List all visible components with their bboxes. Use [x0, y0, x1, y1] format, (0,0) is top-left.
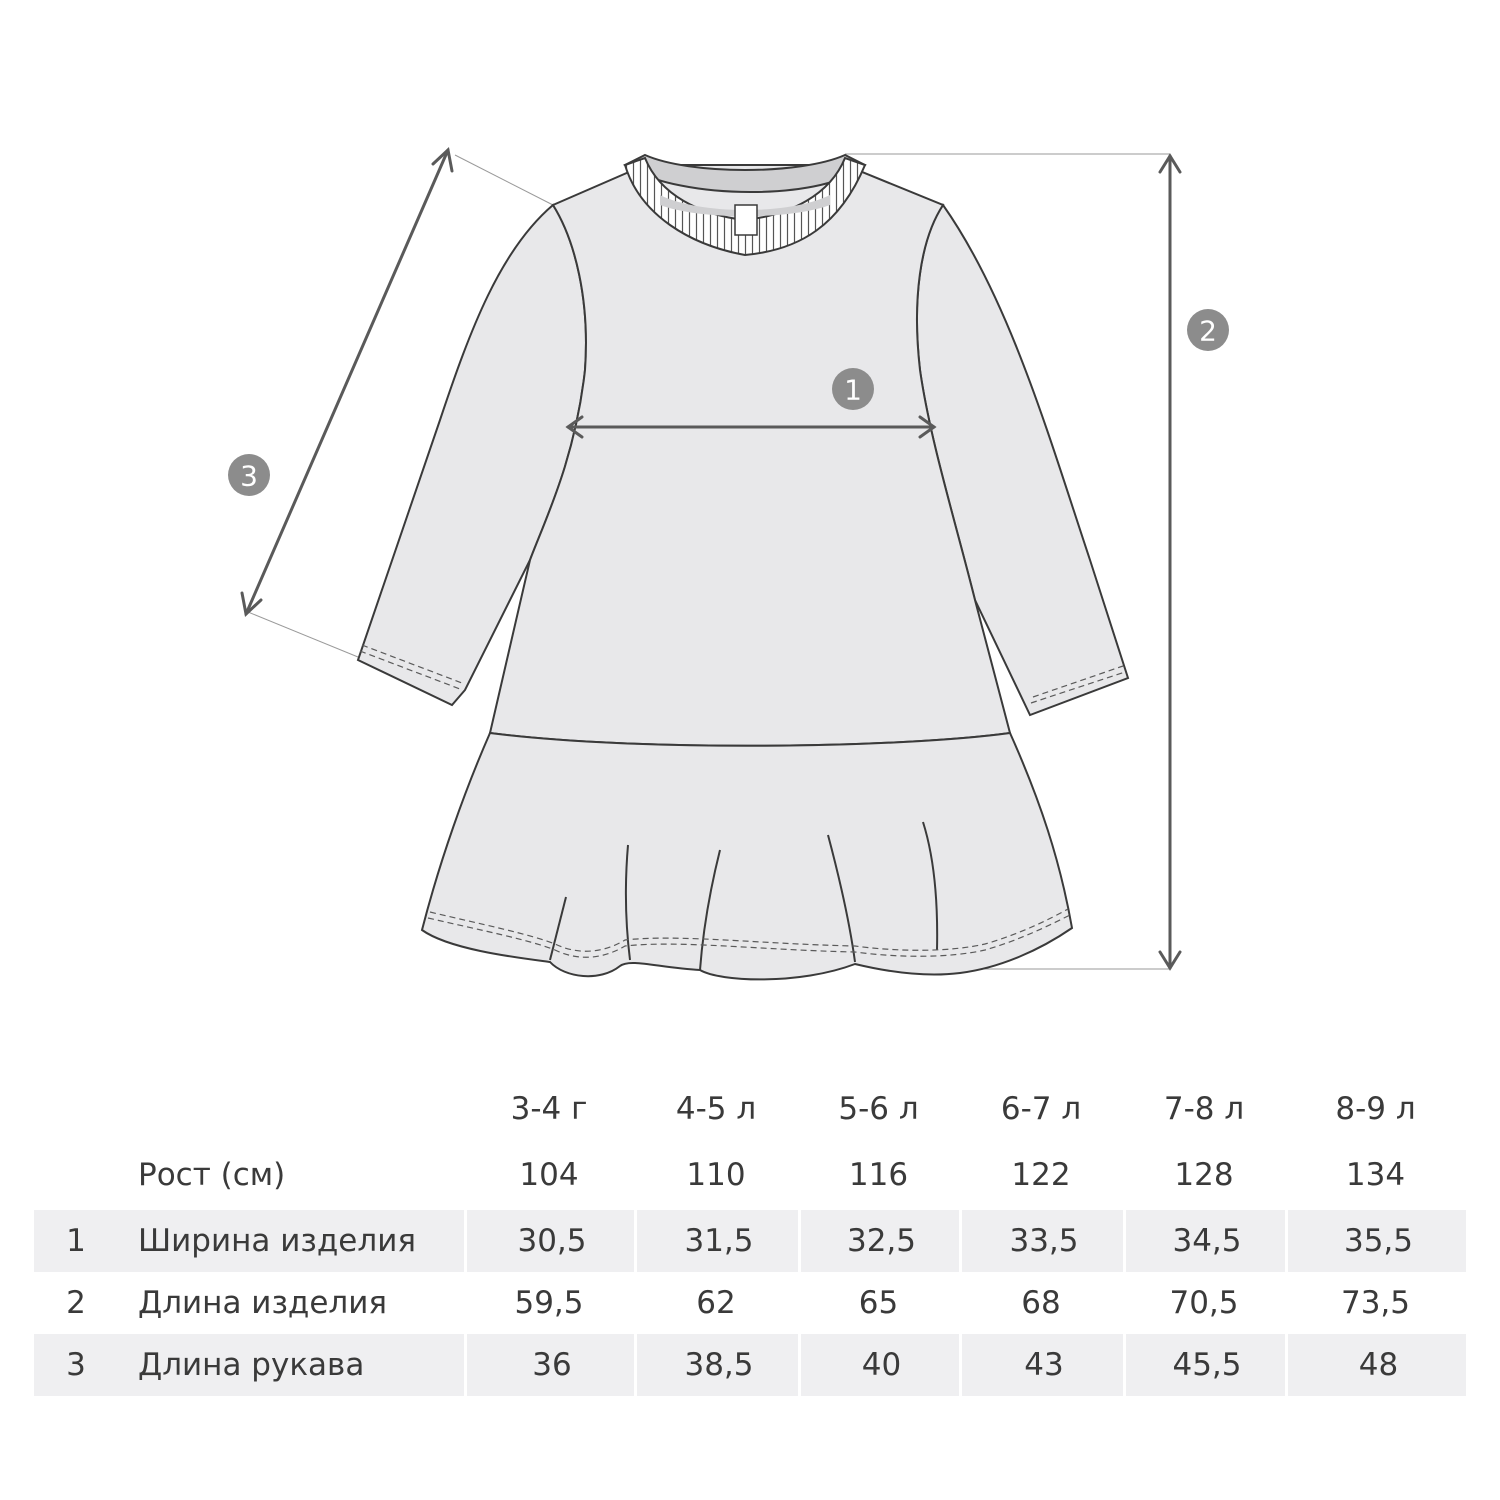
table-row-height	[34, 1140, 1466, 1210]
row-number: 2	[66, 1285, 86, 1321]
svg-text:1: 1	[844, 373, 862, 407]
table-cell: 34,5	[1123, 1210, 1288, 1272]
dress-skirt	[422, 733, 1072, 979]
table-cell: 110	[686, 1157, 746, 1193]
marker-1	[832, 368, 874, 410]
table-cell: 33,5	[959, 1210, 1126, 1272]
table-cell: 128	[1174, 1157, 1234, 1193]
row-label: Длина рукава	[138, 1347, 365, 1383]
table-row-width	[34, 1210, 1466, 1272]
table-cell: 68	[1021, 1285, 1061, 1321]
table-cell: 116	[848, 1157, 909, 1193]
table-cell: 73,5	[1340, 1285, 1411, 1321]
table-cell: 40	[798, 1334, 962, 1396]
size-table	[34, 1078, 1466, 1396]
marker-2	[1187, 309, 1229, 351]
table-cell: 36	[464, 1334, 637, 1396]
marker-3	[228, 454, 270, 496]
table-cell: 134	[1345, 1157, 1406, 1193]
row-label: Рост (см)	[138, 1157, 286, 1193]
row-number: 1	[66, 1223, 86, 1259]
column-header: 8-9 л	[1335, 1091, 1416, 1127]
svg-text:2: 2	[1199, 314, 1217, 348]
table-header-row	[34, 1078, 1466, 1140]
column-header: 3-4 г	[510, 1091, 588, 1127]
table-cell: 30,5	[464, 1210, 637, 1272]
table-cell: 48	[1285, 1334, 1469, 1396]
table-cell: 70,5	[1169, 1285, 1239, 1321]
table-cell: 122	[1011, 1157, 1071, 1193]
table-cell: 32,5	[798, 1210, 962, 1272]
svg-text:3: 3	[240, 459, 258, 493]
table-cell: 35,5	[1285, 1210, 1469, 1272]
row-number: 3	[66, 1347, 86, 1383]
table-row-sleeve	[34, 1334, 1466, 1396]
table-cell: 45,5	[1123, 1334, 1288, 1396]
table-cell: 65	[858, 1285, 899, 1321]
column-header: 6-7 л	[1000, 1091, 1082, 1127]
table-cell: 43	[959, 1334, 1126, 1396]
table-cell: 59,5	[514, 1285, 584, 1321]
column-header: 5-6 л	[838, 1091, 919, 1127]
table-cell: 31,5	[634, 1210, 801, 1272]
column-header: 4-5 л	[675, 1091, 757, 1127]
column-header: 7-8 л	[1163, 1091, 1245, 1127]
table-cell: 62	[696, 1285, 736, 1321]
row-label: Длина изделия	[138, 1285, 388, 1321]
table-cell: 38,5	[634, 1334, 801, 1396]
row-label: Ширина изделия	[138, 1223, 416, 1259]
table-cell: 104	[519, 1157, 579, 1193]
table-row-length	[34, 1272, 1466, 1334]
